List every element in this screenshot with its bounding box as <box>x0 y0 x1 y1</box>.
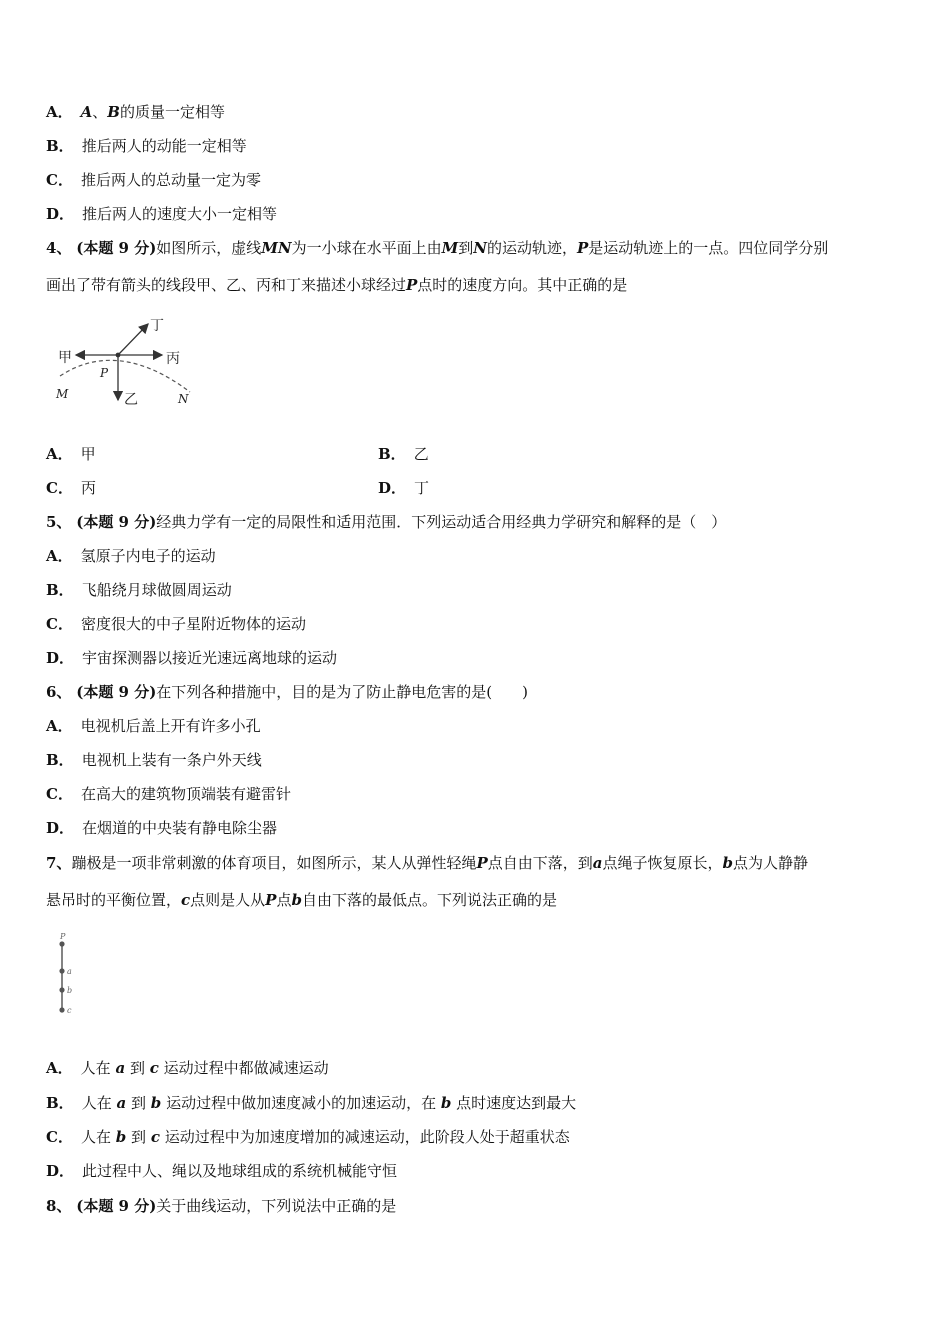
question-score: (本题 9 分) <box>76 1197 157 1215</box>
var-c: c <box>181 891 191 909</box>
stem-text: 点时的速度方向。其中正确的是 <box>417 276 628 294</box>
option-label: D． <box>46 819 75 837</box>
option-text: 人在 <box>81 1094 112 1112</box>
label-a: a <box>67 967 72 976</box>
q6-option-d <box>46 817 277 839</box>
question-number: 6、 <box>46 683 72 701</box>
option-label: C． <box>46 1128 73 1146</box>
option-text: 点时速度达到最大 <box>456 1094 577 1112</box>
stem-text: 到 <box>458 239 474 257</box>
var-b: B <box>107 103 120 121</box>
point-p <box>59 941 64 946</box>
q4-option-a <box>46 443 96 465</box>
option-text: 到 <box>129 1059 145 1077</box>
var-a: a <box>116 1094 127 1112</box>
stem-text: 自由下落的最低点。下列说法正确的是 <box>301 891 557 909</box>
option-label: A． <box>46 547 73 565</box>
q4-option-d <box>378 477 429 499</box>
option-text: 此过程中人、绳以及地球组成的系统机械能守恒 <box>82 1162 398 1180</box>
question-number: 7、 <box>46 854 72 872</box>
label-p: P <box>60 932 66 941</box>
option-label: B． <box>378 445 406 463</box>
option-text: 甲 <box>80 445 96 463</box>
point-a <box>59 968 64 973</box>
q6-option-c <box>46 783 291 805</box>
var-a: A <box>80 103 93 121</box>
label-jia: 甲 <box>58 350 72 366</box>
option-label: A． <box>46 717 73 735</box>
var-mn: MN <box>261 239 292 257</box>
stem-text: 如图所示，虚线 <box>156 239 262 257</box>
question-score: (本题 9 分) <box>76 513 157 531</box>
option-text: 人在 <box>80 1059 111 1077</box>
q5-stem <box>46 511 726 533</box>
stem-text: 画出了带有箭头的线段甲、乙、丙和丁来描述小球经过 <box>46 276 407 294</box>
separator: 、 <box>92 103 108 121</box>
q5-option-d <box>46 647 337 669</box>
var-b: b <box>115 1128 127 1146</box>
point-b <box>59 987 64 992</box>
option-text: 丙 <box>80 479 96 497</box>
q7-stem-line1 <box>46 852 808 874</box>
option-label: C． <box>46 615 73 633</box>
q5-option-b <box>46 579 232 601</box>
q7-option-c <box>46 1126 570 1148</box>
label-m: M <box>56 387 69 401</box>
q7-option-b <box>46 1092 576 1114</box>
option-text: 人在 <box>80 1128 111 1146</box>
q4-option-b <box>378 443 429 465</box>
var-n: N <box>473 239 487 257</box>
stem-text: 点自由下落，到 <box>487 854 593 872</box>
option-label: C． <box>46 479 73 497</box>
q4-stem-line1 <box>46 237 828 259</box>
option-text: 运动过程中为加速度增加的减速运动，此阶段人处于超重状态 <box>164 1128 570 1146</box>
var-b: b <box>291 891 302 909</box>
arrow-ding <box>118 324 148 355</box>
stem-text: 悬吊时的平衡位置， <box>46 891 182 909</box>
option-text: 电视机上装有一条户外天线 <box>81 751 262 769</box>
option-label: D． <box>46 205 75 223</box>
option-text: 到 <box>131 1128 147 1146</box>
point-c <box>59 1007 64 1012</box>
stem-text: 在下列各种措施中，目的是为了防止静电危害的是( ) <box>156 683 529 701</box>
option-label: A． <box>46 1059 73 1077</box>
q5-option-a <box>46 545 216 567</box>
label-yi: 乙 <box>124 392 138 408</box>
stem-text: 的运动轨迹， <box>487 239 578 257</box>
var-c: c <box>150 1128 160 1146</box>
option-text: 到 <box>131 1094 147 1112</box>
option-text: 宇宙探测器以接近光速远离地球的运动 <box>82 649 338 667</box>
label-n: N <box>178 392 189 406</box>
stem-text: 经典力学有一定的局限性和适用范围．下列运动适合用经典力学研究和解释的是（ ） <box>156 513 727 531</box>
stem-text: 蹦极是一项非常刺激的体育项目，如图所示，某人从弹性轻绳 <box>71 854 477 872</box>
var-b: b <box>150 1094 162 1112</box>
option-text: 氢原子内电子的运动 <box>80 547 216 565</box>
q3-option-b <box>46 135 247 157</box>
option-text: 飞船绕月球做圆周运动 <box>81 581 232 599</box>
q7-stem-line2 <box>46 889 557 911</box>
option-text: 运动过程中做加速度减小的加速运动，在 <box>166 1094 437 1112</box>
option-text: 密度很大的中子星附近物体的运动 <box>80 615 306 633</box>
label-b: b <box>67 986 73 995</box>
q6-stem <box>46 681 528 703</box>
option-label: B． <box>46 581 74 599</box>
option-text: 推后两人的总动量一定为零 <box>80 171 261 189</box>
var-p: P <box>265 891 277 909</box>
option-label: C． <box>46 171 73 189</box>
option-label: B． <box>46 751 74 769</box>
option-label: C． <box>46 785 73 803</box>
label-c: c <box>67 1006 72 1015</box>
q7-option-d <box>46 1160 397 1182</box>
q3-option-d <box>46 203 277 225</box>
option-label: D． <box>46 649 75 667</box>
label-p: P <box>100 366 109 380</box>
option-text: 在高大的建筑物顶端装有避雷针 <box>80 785 291 803</box>
q5-option-c <box>46 613 306 635</box>
q8-stem <box>46 1195 396 1217</box>
question-number: 4、 <box>46 239 72 257</box>
option-label: D． <box>378 479 407 497</box>
question-score: (本题 9 分) <box>76 239 157 257</box>
option-label: A． <box>46 103 73 121</box>
var-p: P <box>476 854 488 872</box>
question-score: (本题 9 分) <box>76 683 157 701</box>
stem-text: 关于曲线运动，下列说法中正确的是 <box>156 1197 397 1215</box>
q4-stem-line2 <box>46 274 627 296</box>
var-m: M <box>441 239 459 257</box>
label-ding: 丁 <box>150 318 164 334</box>
question-number: 5、 <box>46 513 72 531</box>
var-p: P <box>577 239 589 257</box>
stem-text: 点为人静静 <box>733 854 809 872</box>
var-p: P <box>406 276 418 294</box>
option-text: 在烟道的中央装有静电除尘器 <box>82 819 278 837</box>
question-number: 8、 <box>46 1197 72 1215</box>
option-label: A． <box>46 445 73 463</box>
bungee-figure <box>52 928 92 1020</box>
q6-option-a <box>46 715 261 737</box>
var-a: a <box>115 1059 126 1077</box>
option-text: 丁 <box>414 479 430 497</box>
var-b: b <box>722 854 733 872</box>
option-text: 推后两人的动能一定相等 <box>81 137 247 155</box>
option-label: B． <box>46 137 74 155</box>
label-bing: 丙 <box>166 351 180 367</box>
option-text: 推后两人的速度大小一定相等 <box>82 205 278 223</box>
var-c: c <box>149 1059 159 1077</box>
q3-option-c <box>46 169 261 191</box>
stem-text: 点绳子恢复原长， <box>602 854 723 872</box>
q7-option-a <box>46 1057 329 1079</box>
var-b: b <box>440 1094 452 1112</box>
stem-text: 为一小球在水平面上由 <box>291 239 442 257</box>
q4-option-c <box>46 477 96 499</box>
q6-option-b <box>46 749 262 771</box>
option-label: B． <box>46 1094 74 1112</box>
q3-option-a <box>46 101 225 123</box>
option-text: 的质量一定相等 <box>119 103 225 121</box>
option-text: 乙 <box>413 445 429 463</box>
option-text: 电视机后盖上开有许多小孔 <box>80 717 261 735</box>
option-text: 运动过程中都做减速运动 <box>163 1059 329 1077</box>
option-label: D． <box>46 1162 75 1180</box>
stem-text: 是运动轨迹上的一点。四位同学分别 <box>588 239 829 257</box>
stem-text: 点 <box>276 891 292 909</box>
stem-text: 点则是人从 <box>190 891 266 909</box>
var-a: a <box>592 854 603 872</box>
velocity-direction-figure <box>48 312 208 412</box>
